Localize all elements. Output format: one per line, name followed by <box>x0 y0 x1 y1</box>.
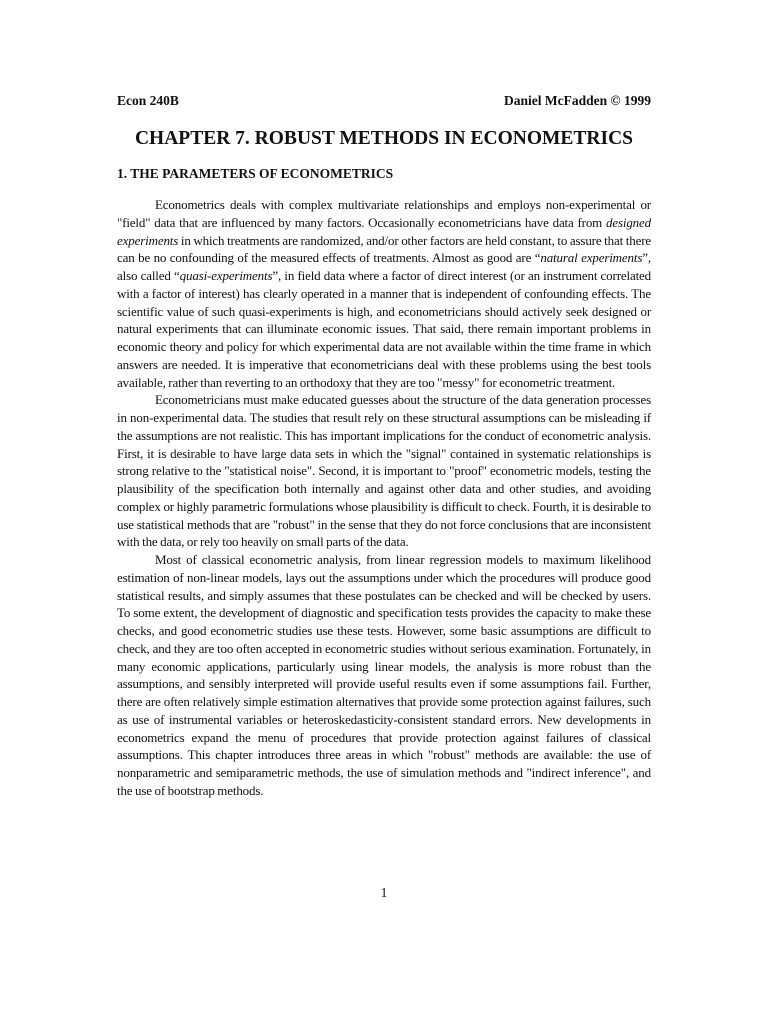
course-label: Econ 240B <box>117 93 179 108</box>
body-text <box>117 196 651 800</box>
emphasis-designed-experiments: designed experiments <box>117 214 651 248</box>
author-copyright: Daniel McFadden © 1999 <box>504 93 651 108</box>
paragraph-1 <box>117 196 651 391</box>
paragraph-2: Econometricians must make educated guesses about the structure of the data generation processes in non-experimental data. The studies that result rely on these structural assumptions can be misleading if the assumptions are not realistic. This has important implications for the conduct of econometric analysis. First, it is desirable to have large data sets in which the "signal" contained in systematic relationships is strong relative to the "statistical noise". Second, it is important to "proof" econometric models, testing the plausibility of the specification both internally and against other data and other studies, and avoiding complex or highly parametric formulations whose plausibility is difficult to check. Fourth, it is desirable to use statistical methods that are "robust" in the sense that they do not force conclusions that are inconsistent with the data, or rely too heavily on small parts of the data. <box>117 392 651 550</box>
emphasis-quasi-experiments: quasi-experiments <box>179 268 273 283</box>
chapter-title: CHAPTER 7. ROBUST METHODS IN ECONOMETRICS <box>134 128 634 149</box>
paragraph-3: Most of classical econometric analysis, from linear regression models to maximum likelihood estimation of non-linear models, lays out the assumptions under which the procedures will produce good statistical results, and simply assumes that these postulates can be checked and will be checked by users. To some extent, the development of diagnostic and specification tests provides the capacity to make these checks, and good econometric studies use these tests. However, some basic assumptions are difficult to check, and they are too often accepted in econometric studies without serious examination. Fortunately, in many economic applications, particularly using linear models, the analysis is more robust than the assumptions, and sensibly interpreted will provide useful results even if some assumptions fail. Further, there are often relatively simple estimation alternatives that provide some protection against failures, such as use of instrumental variables or heteroskedasticity-consistent standard errors. New developments in econometrics expand the menu of procedures that provide protection against failures of classical assumptions. This chapter introduces three areas in which "robust" methods are available: the use of nonparametric and semiparametric methods, the use of simulation methods and "indirect inference", and the use of bootstrap methods. <box>117 552 651 798</box>
emphasis-natural-experiments: natural experiments <box>540 250 643 266</box>
paragraph-1-text-d: ”, in field data where a factor of direct interest (or an instrument correlated with a factor of interest) has clearly operated in a manner that is independent of confounding effects. The scientific value of such quasi-experiments is high, and econometricians should actively seek designed or natural experiments that can illuminate economic issues. That said, there remain important problems in economic theory and policy for which experimental data are not available within the time frame in which answers are needed. It is imperative that econometricians deal with these problems using the best tools available, rather than reverting to an orthodoxy that they are too "messy" for econometric treatment. <box>117 268 652 390</box>
section-heading: 1. THE PARAMETERS OF ECONOMETRICS <box>117 166 394 181</box>
page-number: 1 <box>380 885 388 900</box>
paragraph-1-text-b: in which treatments are randomized, and/or other factors are held constant, to assure that there can be no confounding of the measured effects of treatments. Almost as good are “ <box>117 232 651 266</box>
paragraph-1-text-a: Econometrics deals with complex multivariate relationships and employs non-experimental or "field" data that are influenced by many factors. Occasionally econometricians have data from <box>117 197 651 230</box>
running-header <box>117 93 651 109</box>
paragraph-1-text-c: ”, also called “ <box>117 250 652 283</box>
